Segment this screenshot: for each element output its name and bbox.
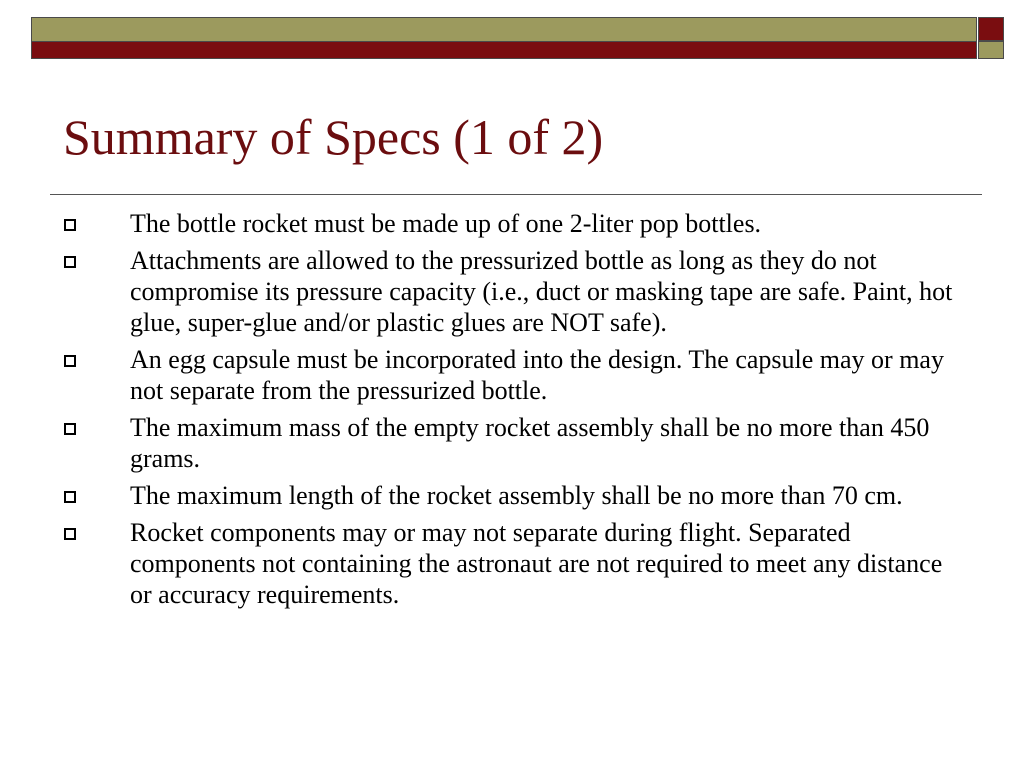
corner-square-maroon [978, 17, 1004, 41]
bullet-text: Attachments are allowed to the pressurized bottle as long as they do not compromise its pressure capacity (i.e., duct or masking tape are safe. Paint, hot glue, super-glue and/or plastic glues are NOT safe). [130, 246, 953, 337]
bullet-text: The bottle rocket must be made up of one 2-liter pop bottles. [130, 209, 762, 238]
bullet-text: Rocket components may or may not separate during flight. Separated components not containing the astronaut are not required to meet any distance or accuracy requirements. [130, 518, 943, 609]
hollow-square-bullet-icon [64, 528, 76, 540]
hollow-square-bullet-icon [64, 423, 76, 435]
banner-maroon-stripe [32, 42, 976, 58]
title-divider [50, 194, 982, 195]
hollow-square-bullet-icon [64, 256, 76, 268]
slide-title: Summary of Specs (1 of 2) [63, 109, 604, 165]
bullet-item [64, 480, 964, 511]
hollow-square-bullet-icon [64, 219, 76, 231]
bullet-item [64, 245, 964, 338]
corner-square-olive [978, 41, 1004, 59]
bullet-item [64, 344, 964, 406]
bullet-text: The maximum length of the rocket assembly shall be no more than 70 cm. [130, 481, 903, 510]
hollow-square-bullet-icon [64, 355, 76, 367]
bullet-item [64, 208, 964, 239]
bullet-item [64, 412, 964, 474]
bullet-text: An egg capsule must be incorporated into the design. The capsule may or may not separate from the pressurized bottle. [130, 345, 944, 405]
bullet-list [64, 208, 964, 616]
bullet-text: The maximum mass of the empty rocket assembly shall be no more than 450 grams. [130, 413, 930, 473]
bullet-item [64, 517, 964, 610]
banner-olive-stripe [32, 18, 976, 42]
top-decorative-banner [31, 17, 977, 59]
hollow-square-bullet-icon [64, 491, 76, 503]
